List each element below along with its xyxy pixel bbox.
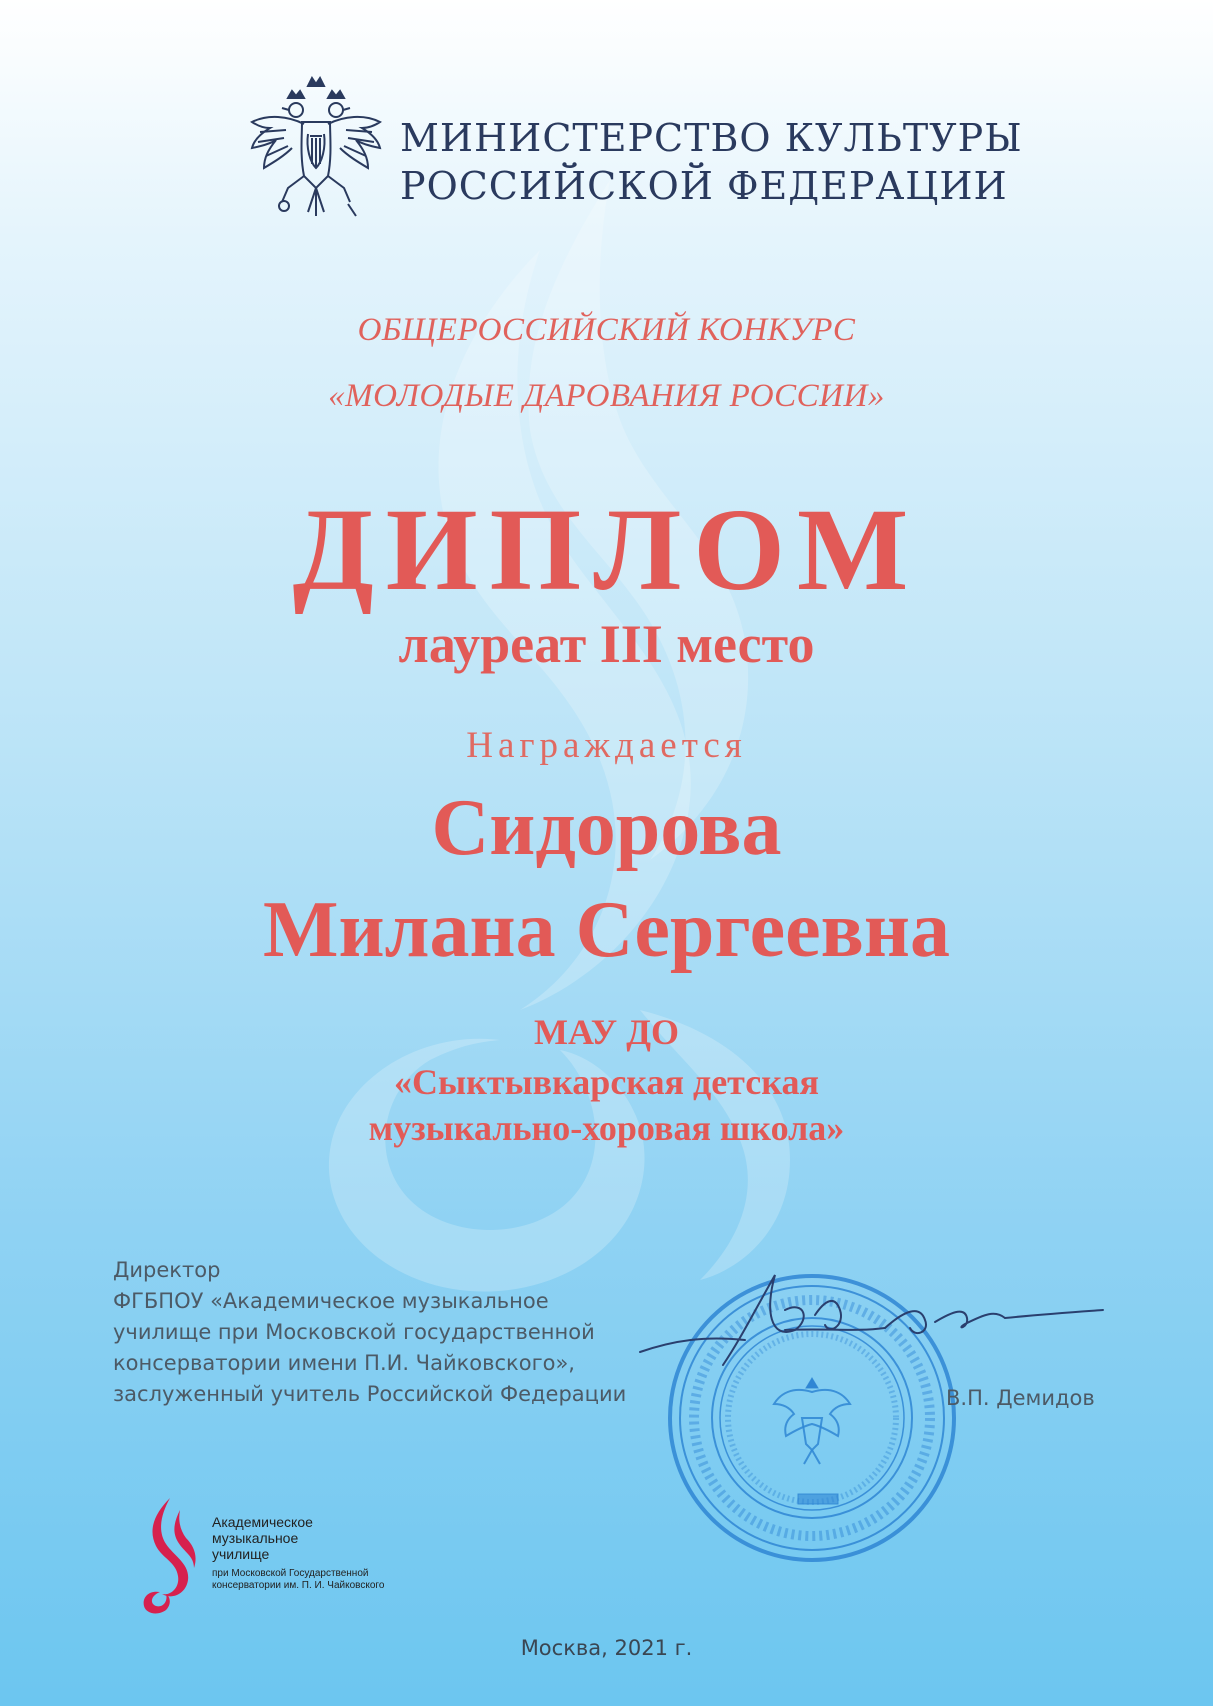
contest-line-1: ОБЩЕРОССИЙСКИЙ КОНКУРС bbox=[357, 312, 856, 348]
ministry-line-2: РОССИЙСКОЙ ФЕДЕРАЦИИ bbox=[400, 164, 1008, 208]
contest-line-2: «МОЛОДЫЕ ДАРОВАНИЯ РОССИИ» bbox=[328, 378, 885, 414]
academy-logo-text bbox=[212, 1514, 384, 1592]
academy-logo-sub-2: консерватории им. П. И. Чайковского bbox=[212, 1580, 385, 1591]
awarded-label: Награждается bbox=[466, 725, 747, 766]
academy-logo-icon bbox=[140, 1496, 202, 1614]
signatory-line-2: ФГБПОУ «Академическое музыкальное bbox=[113, 1289, 549, 1313]
place-date: Москва, 2021 г. bbox=[520, 1636, 693, 1660]
signatory-line-5: заслуженный учитель Российской Федерации bbox=[113, 1382, 627, 1406]
laureate-place: лауреат III место bbox=[398, 614, 815, 674]
academy-logo-line-1: Академическое bbox=[212, 1514, 313, 1530]
school-line-3: музыкально-хоровая школа» bbox=[368, 1108, 845, 1148]
signatory-title bbox=[113, 1255, 626, 1410]
recipient-surname: Сидорова bbox=[431, 784, 782, 872]
ministry-name bbox=[400, 114, 1023, 210]
signature-icon bbox=[635, 1270, 1105, 1390]
academy-logo-sub bbox=[212, 1568, 384, 1592]
ministry-line-1: МИНИСТЕРСТВО КУЛЬТУРЫ bbox=[400, 116, 1023, 160]
signatory-line-4: консерватории имени П.И. Чайковского», bbox=[113, 1351, 575, 1375]
school-line-2: «Сыктывкарская детская bbox=[394, 1062, 819, 1102]
ministry-header bbox=[248, 76, 1023, 226]
signatory-line-1: Директор bbox=[113, 1258, 221, 1282]
school-line-1: МАУ ДО bbox=[533, 1012, 679, 1052]
academy-logo-line-2: музыкальное bbox=[212, 1530, 299, 1546]
diploma-title: ДИПЛОМ bbox=[292, 484, 921, 615]
academy-logo-line-3: училище bbox=[212, 1546, 270, 1562]
recipient-given-names: Милана Сергеевна bbox=[263, 886, 950, 974]
state-emblem-icon bbox=[248, 76, 384, 224]
academy-logo-sub-1: при Московской Государственной bbox=[212, 1568, 369, 1579]
signatory-name: В.П. Демидов bbox=[946, 1386, 1095, 1410]
signatory-line-3: училище при Московской государственной bbox=[113, 1320, 595, 1344]
